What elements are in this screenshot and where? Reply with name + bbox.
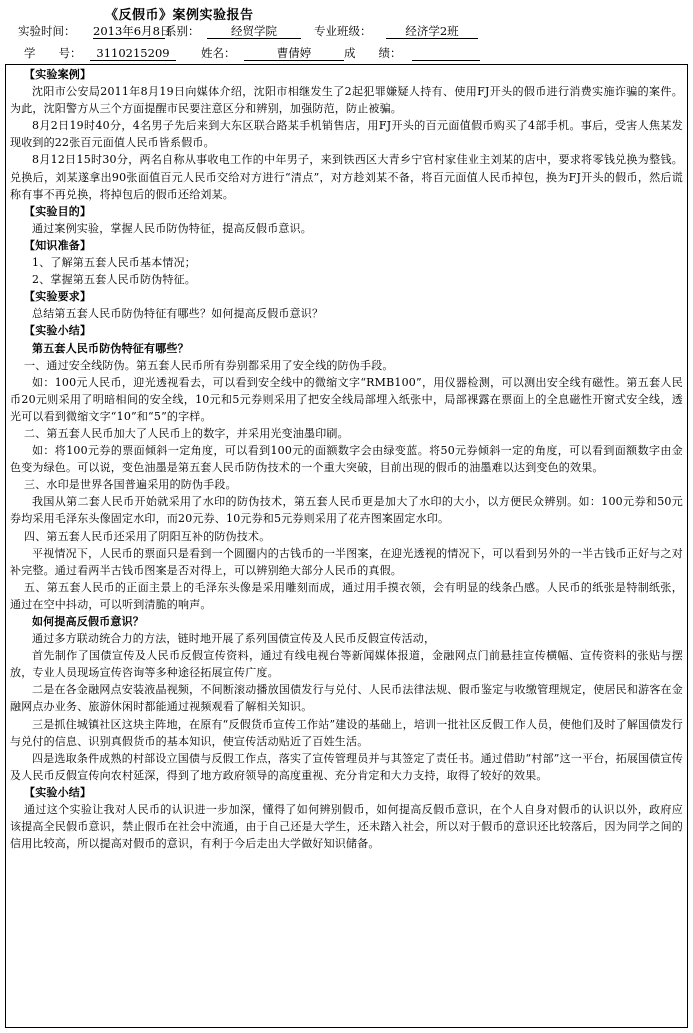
class-label: 专业班级： (314, 24, 372, 38)
feature-paragraph: 如：将100元券的票面倾斜一定角度，可以看到100元的面额数字会由绿变蓝。将50元券倾斜一定的角度，可以看到面额数字由金色变为绿色。可以说，变色油墨是第五套人民币防伪技术的一个重大突破，目前出现的假币的油墨难以达到变色的效果。 (10, 444, 683, 475)
summary-heading: 【实验小结】 (24, 324, 92, 338)
name-value: 曹倩婷 (244, 46, 344, 61)
report-header (0, 0, 693, 66)
info-row-student (0, 43, 693, 63)
awareness-paragraph: 首先制作了国债宣传及人民币反假宣传资料，通过有线电视台等新闻媒体报道，金融网点门前悬挂宣传横幅、宣传资料的张贴与摆放，专业人员现场宣传咨询等多种途径拓展宣传广度。 (10, 649, 683, 680)
feature-paragraph: 二、第五套人民币加大了人民币上的数字，并采用光变油墨印刷。 (24, 426, 349, 440)
prep-item: 1、了解第五套人民币基本情况； (32, 256, 196, 270)
purpose-heading: 【实验目的】 (24, 204, 92, 218)
class-value: 经济学2班 (386, 24, 478, 39)
awareness-paragraph: 三是抓住城镇社区这块主阵地，在原有“反假货币宣传工作站”建设的基础上，培训一批社区反假工作人员，使他们及时了解国债发行与兑付的信息、识别真假货币的基本知识，使宣传活动贴近了百姓生活。 (10, 717, 683, 748)
requirement-paragraph: 总结第五套人民币防伪特征有哪些？如何提高反假币意识？ (32, 307, 324, 321)
dept-label: 系别： (165, 24, 200, 38)
awareness-paragraph: 通过多方联动统合力的方法，链时地开展了系列国债宣传及人民币反假宣传活动， (32, 632, 436, 646)
feature-paragraph: 三、水印是世界各国普遍采用的防伪手段。 (24, 478, 237, 492)
dept-value: 经贸学院 (207, 24, 301, 39)
info-row-date (0, 21, 693, 41)
purpose-paragraph: 通过案例实验，掌握人民币防伪特征，提高反假币意识。 (32, 221, 312, 235)
awareness-paragraph: 四是选取条件成熟的村部设立国债与反假工作点，落实了宣传管理员并与其签定了责任书。通过借助“村部”这一平台，拓展国债宣传及人民币反假宣传向农村延深，得到了地方政府领导的高度重视、充分肯定和大力支持，取得了较好的效果。 (10, 751, 683, 782)
case-heading: 【实验案例】 (24, 68, 92, 81)
feature-paragraph: 如：100元人民币，迎光透视看去，可以看到安全线中的微缩文字“RMB100”，用仪器检测，可以测出安全线有磁性。第五套人民币20元则采用了明暗相间的安全线，10元和5元券则采用了把安全线局部埋入纸张中，局部裸露在票面上的全息磁性开窗式安全线，透光可以看到微缩文字“10”和“5”的字样。 (10, 375, 683, 423)
id-value: 3110215209 (90, 46, 176, 61)
name-label: 姓名： (201, 46, 236, 60)
awareness-paragraph: 二是在各金融网点安装液晶视频，不间断滚动播放国债发行与兑付、人民币法律法规、假币鉴定与收缴管理规定，使居民和游客在金融网点办业务、旅游休闲时都能通过视频观看了解相关知识。 (10, 683, 683, 714)
report-title: 《反假币》案例实验报告 (105, 8, 254, 23)
prep-heading: 【知识准备】 (24, 238, 92, 252)
feature-paragraph: 四、第五套人民币还采用了阴阳互补的防伪技术。 (24, 529, 271, 543)
report-body (10, 66, 683, 852)
date-label: 实验时间： (18, 24, 76, 38)
feature-paragraph: 一、通过安全线防伪。第五套人民币所有券别都采用了安全线的防伪手段。 (24, 358, 394, 372)
feature-paragraph: 平视情况下，人民币的票面只是看到一个圆圈内的古钱币的一半图案，在迎光透视的情况下，可以看到另外的一半古钱币正好与之对补完整。通过看两半古钱币图案是否对得上，可以辨别绝大部分人民币的真假。 (10, 546, 683, 577)
score-label: 成 绩： (344, 46, 402, 60)
case-paragraph: 8月2日19时40分，4名男子先后来到大东区联合路某手机销售店，用FJ开头的百元面值假币购买了4部手机。事后，受害人焦某发现收到的22张百元面值人民币皆系假币。 (10, 119, 683, 150)
case-paragraph: 8月12日15时30分，两名自称从事收电工作的中年男子，来到铁西区大青乡宁官村家佳业主刘某的店中，要求将零钱兑换为整钱。兑换后，刘某遂拿出90张面值百元人民币交给对方进行“清点”，对方趁刘某不备，将百元面值人民币掉包，换为FJ开头的假币，然后谎称有事不再兑换，将掉包后的假币还给刘某。 (10, 153, 683, 201)
question-heading: 第五套人民币防伪特征有哪些？ (32, 341, 189, 355)
feature-paragraph: 我国从第二套人民币开始就采用了水印的防伪技术，第五套人民币更是加大了水印的大小，以方便民众辨别。如：100元券和50元券均采用毛泽东头像固定水印，而20元券、10元券和5元券则采用了花卉图案固定水印。 (10, 495, 683, 526)
feature-paragraph: 五、第五套人民币的正面主景上的毛泽东头像是采用雕刻而成，通过用手摸衣领，会有明显的线条凸感。人民币的纸张是特制纸张，通过在空中抖动，可以听到清脆的响声。 (10, 580, 683, 611)
id-label: 学 号： (24, 46, 82, 60)
requirement-heading: 【实验要求】 (24, 290, 92, 304)
date-value: 2013年6月8日 (93, 24, 172, 38)
final-summary-heading: 【实验小结】 (24, 785, 92, 799)
score-value (412, 46, 480, 61)
question-heading: 如何提高反假币意识？ (32, 615, 144, 628)
prep-item: 2、掌握第五套人民币防伪特征。 (32, 273, 196, 287)
case-paragraph: 沈阳市公安局2011年8月19日向媒体介绍，沈阳市相继发生了2起犯罪嫌疑人持有、使用FJ开头的假币进行消费实施诈骗的案件。为此，沈阳警方从三个方面提醒市民要注意区分和辨别，加强防范，防止被骗。 (10, 85, 683, 116)
final-summary-paragraph: 通过这个实验让我对人民币的认识进一步加深，懂得了如何辨别假币，如何提高反假币意识，在个人自身对假币的认识以外，政府应该提高全民假币意识，禁止假币在社会中流通，由于自己还是大学生，还未踏入社会，所以对于假币的意识还比较落后，因为同学之间的信用比较高，所以提高对假币的意识，有利于今后走出大学做好知识储备。 (10, 803, 683, 851)
